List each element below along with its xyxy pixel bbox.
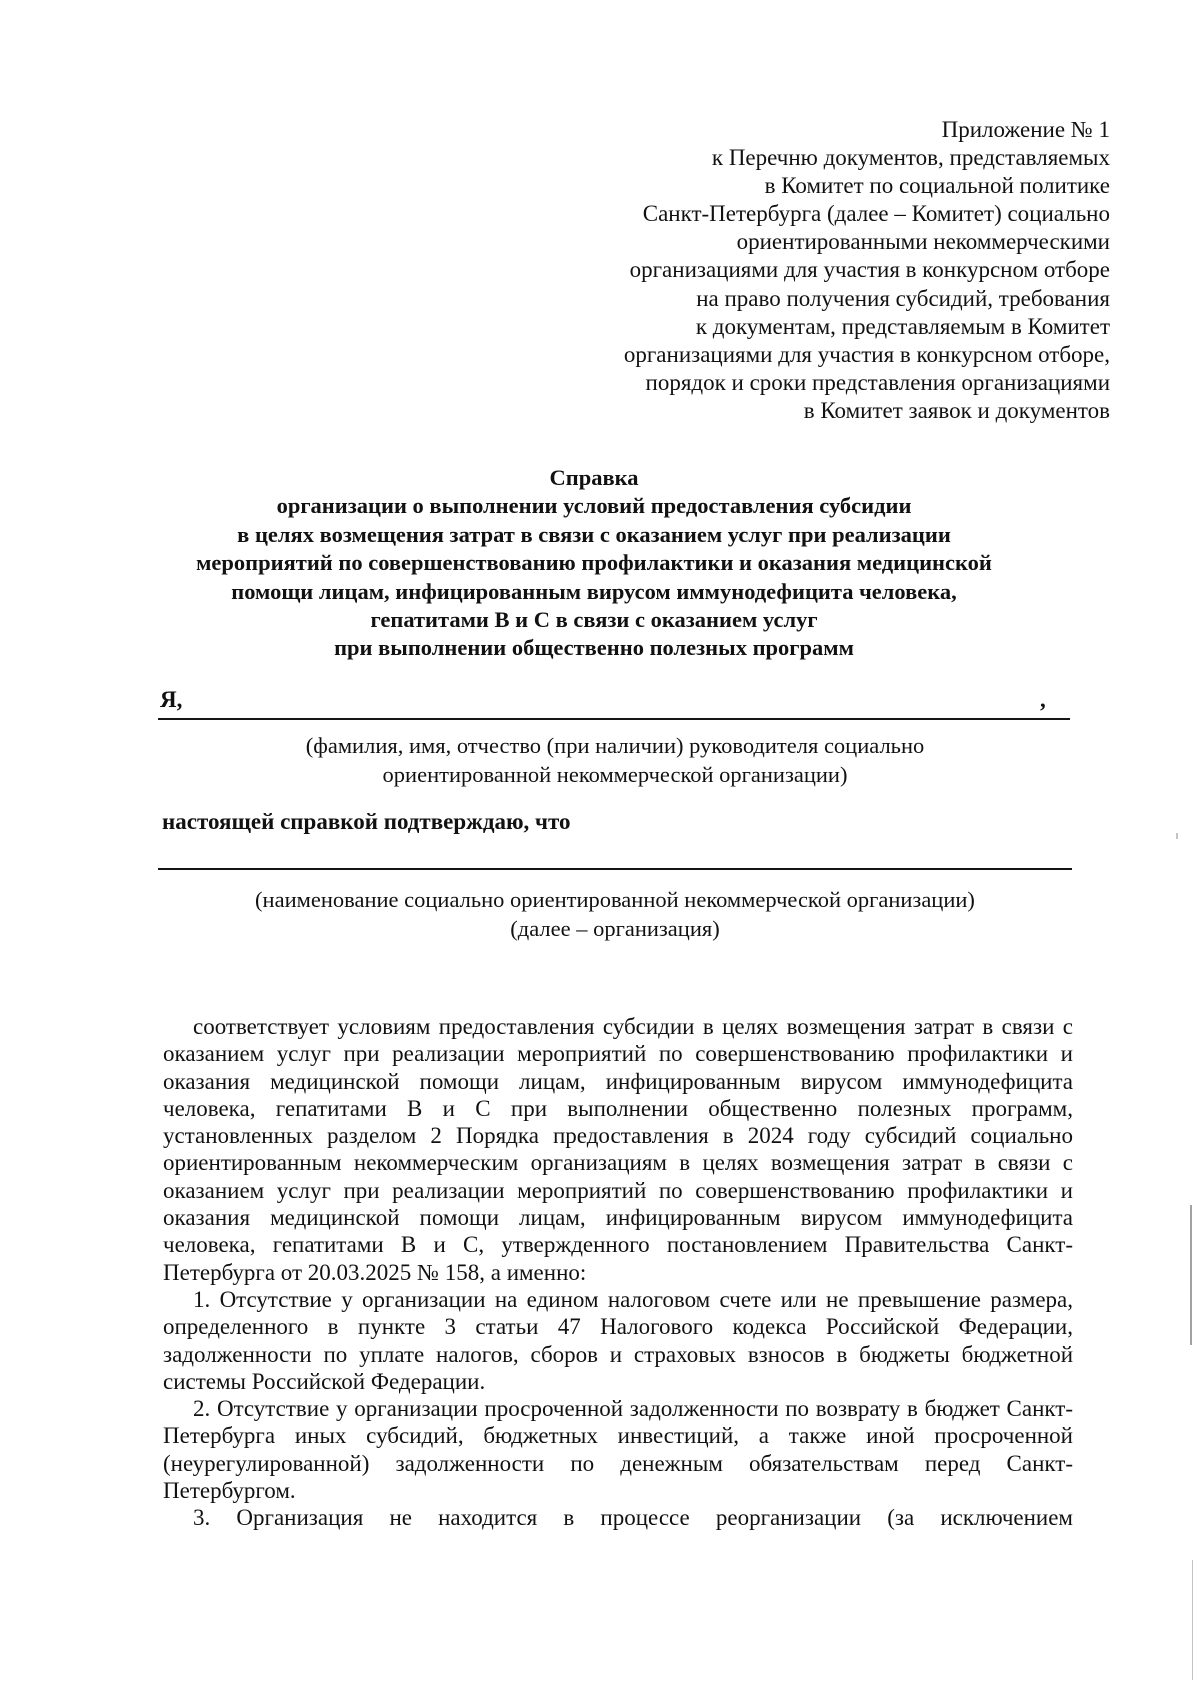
title-line: гепатитами В и С в связи с оказанием услуг [370, 607, 818, 633]
appendix-line: к Перечню документов, представляемых [711, 145, 1110, 171]
title-line: организации о выполнении условий предоставления субсидии [276, 493, 912, 519]
appendix-header [624, 116, 1110, 425]
caption-line: (далее – организация) [510, 915, 720, 941]
org-name-caption [150, 886, 1080, 943]
ya-comma: , [1040, 687, 1046, 712]
appendix-line: к документам, представляемым в Комитет [695, 313, 1110, 339]
appendix-line: ориентированными некоммерческими [736, 229, 1110, 255]
appendix-line: в Комитет заявок и документов [803, 397, 1110, 423]
appendix-line: Приложение № 1 [941, 117, 1110, 142]
condition-item-2: 2. Отсутствие у организации просроченной задолженности по возврату в бюджет Санкт-Петербурга иных субсидий, бюджетных инвестиций, а также иной просроченной (неурегулированной) задолженности по денежным обязательствам перед Санкт-Петербургом. [163, 1396, 1073, 1504]
title-line: помощи лицам, инфицированным вирусом иммунодефицита человека, [231, 578, 957, 604]
scan-artifact [1192, 1560, 1193, 1680]
appendix-line: в Комитет по социальной политике [764, 173, 1110, 199]
ya-label: Я, [160, 687, 183, 712]
condition-item-1: 1. Отсутствие у организации на едином налоговом счете или не превышение размера, определенного в пункте 3 статьи 47 Налогового кодекса Российской Федерации, задолженности по уплате налогов, сборов и страховых взносов в бюджеты бюджетной системы Российской Федерации. [163, 1286, 1073, 1394]
confirm-statement: настоящей справкой подтверждаю, что [162, 809, 571, 834]
document-title [60, 464, 1128, 663]
appendix-line: организациями для участия в конкурсном отборе [629, 257, 1110, 283]
title-heading: Справка [549, 465, 639, 490]
head-name-caption [150, 732, 1080, 789]
title-line: при выполнении общественно полезных программ [334, 635, 854, 661]
appendix-line: на право получения субсидий, требования [696, 285, 1110, 311]
appendix-line: Санкт-Петербурга (далее – Комитет) социально [642, 201, 1110, 227]
scan-artifact [1176, 833, 1178, 839]
body-text [163, 1013, 1073, 1532]
body-intro-paragraph: соответствует условиям предоставления субсидии в целях возмещения затрат в связи с оказанием услуг при реализации мероприятий по совершенствованию профилактики и оказания медицинской помощи лицам, инфицированным вирусом иммунодефицита человека, гепатитами В и С при выполнении общественно полезных программ, установленных разделом 2 Порядка предоставления в 2024 году субсидий социально ориентированным некоммерческим организациям в целях возмещения затрат в связи с оказанием услуг при реализации мероприятий по совершенствованию профилактики и оказания медицинской помощи лицам, инфицированным вирусом иммунодефицита человека, гепатитами В и С, утвержденного постановлением Правительства Санкт-Петербурга от 20.03.2025 № 158, а именно: [163, 1014, 1073, 1285]
title-line: мероприятий по совершенствованию профилактики и оказания медицинской [196, 550, 992, 576]
caption-line: ориентированной некоммерческой организации) [382, 761, 848, 787]
condition-item-3: 3. Организация не находится в процессе реорганизации (за исключением [193, 1505, 1073, 1531]
title-line: в целях возмещения затрат в связи с оказанием услуг при реализации [237, 521, 951, 547]
caption-line: (наименование социально ориентированной некоммерческой организации) [255, 887, 975, 912]
caption-line: (фамилия, имя, отчество (при наличии) руководителя социально [305, 733, 925, 758]
appendix-line: порядок и сроки представления организациями [645, 369, 1110, 395]
org-name-field-line [158, 868, 1072, 870]
scan-artifact [1190, 1205, 1192, 1345]
appendix-line: организациями для участия в конкурсном отборе, [623, 341, 1110, 367]
head-name-field-line [158, 718, 1070, 720]
